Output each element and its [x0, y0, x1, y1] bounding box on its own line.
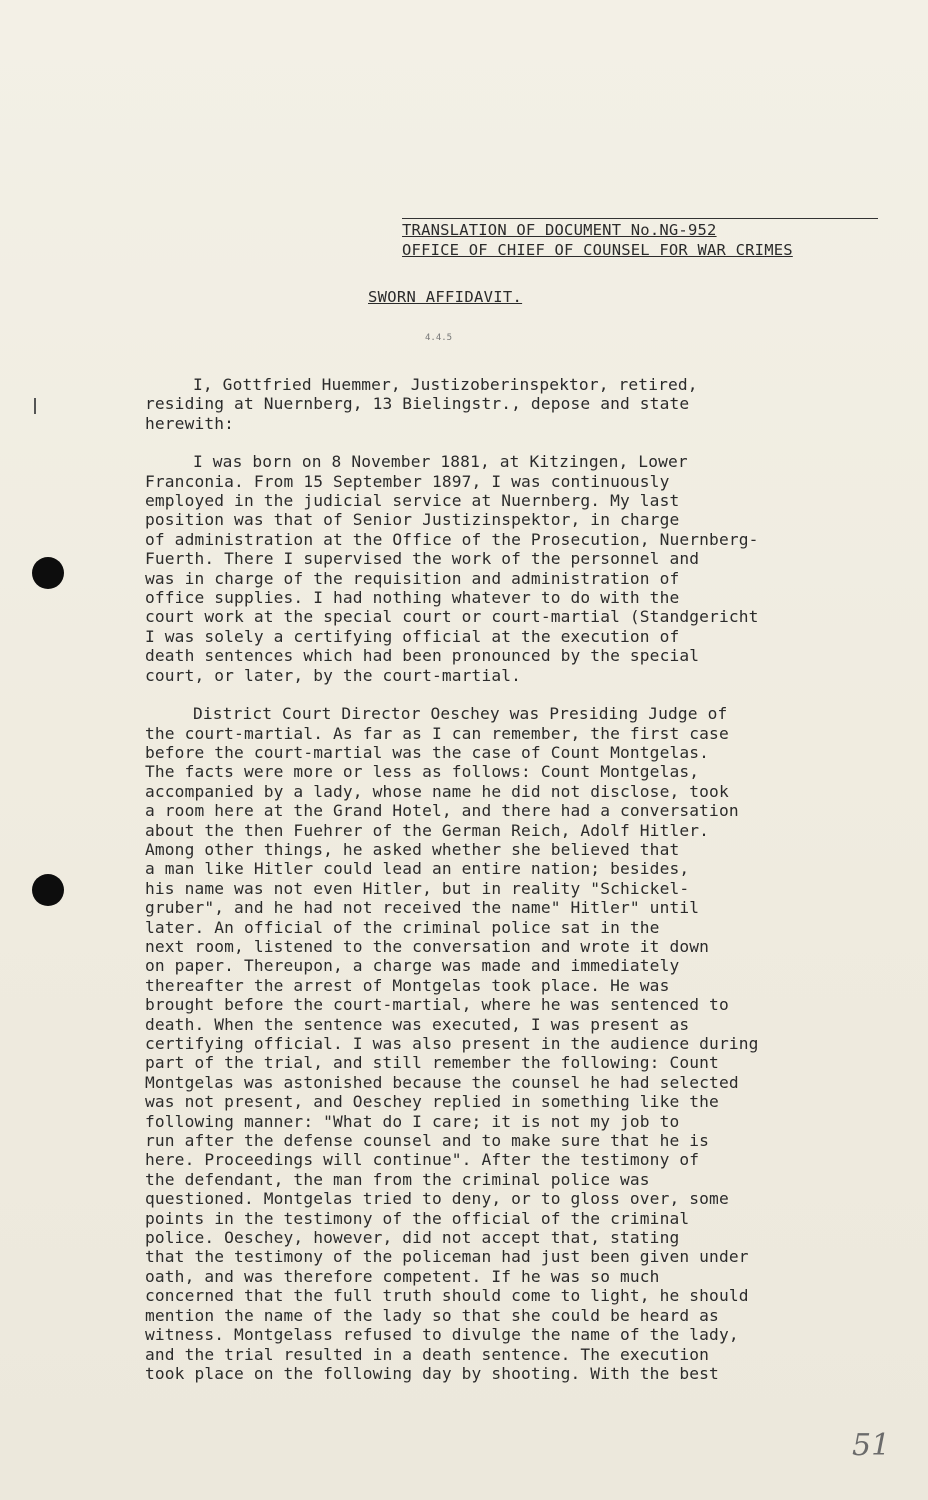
paragraph-line: I was solely a certifying official at the execution of: [145, 626, 680, 646]
paragraph-line: Montgelas was astonished because the counsel he had selected: [145, 1072, 739, 1092]
paragraph-line: The facts were more or less as follows: Count Montgelas,: [145, 762, 700, 782]
paragraph-line: office supplies. I had nothing whatever to do with the: [145, 588, 680, 608]
paragraph-line: points in the testimony of the official of the criminal: [145, 1208, 690, 1228]
header-line-1: TRANSLATION OF DOCUMENT No.NG-952: [402, 221, 717, 239]
paragraph-line: was in charge of the requisition and administration of: [145, 568, 680, 588]
header-line-2: OFFICE OF CHIEF OF COUNSEL FOR WAR CRIMES: [402, 241, 793, 259]
paragraph-line: the defendant, the man from the criminal police was: [145, 1169, 650, 1189]
stamp-mark: 4.4.5: [425, 333, 453, 343]
paragraph-line: part of the trial, and still remember the following: Count: [145, 1053, 719, 1073]
paragraph-line: District Court Director Oeschey was Presiding Judge of: [193, 704, 728, 724]
paragraph-line: later. An official of the criminal police sat in the: [145, 917, 660, 937]
paragraph: [145, 375, 883, 433]
paragraph-line: I was born on 8 November 1881, at Kitzingen, Lower: [193, 452, 688, 472]
paragraph-line: residing at Nuernberg, 13 Bielingstr., depose and state: [145, 394, 690, 414]
paragraph-line: accompanied by a lady, whose name he did not disclose, took: [145, 781, 729, 801]
paragraph-line: on paper. Thereupon, a charge was made and immediately: [145, 956, 680, 976]
paragraph: [145, 704, 883, 1383]
paragraph: [145, 452, 883, 685]
paragraph-line: court work at the special court or court-martial (Standgericht: [145, 607, 759, 627]
paragraph-line: position was that of Senior Justizinspektor, in charge: [145, 510, 680, 530]
paragraph-line: mention the name of the lady so that she could be heard as: [145, 1305, 719, 1325]
paragraph-line: next room, listened to the conversation and wrote it down: [145, 936, 710, 956]
paragraph-line: a room here at the Grand Hotel, and there had a conversation: [145, 801, 739, 821]
paragraph-line: was not present, and Oeschey replied in something like the: [145, 1092, 719, 1112]
paragraph-line: gruber", and he had not received the name" Hitler" until: [145, 898, 700, 918]
paragraph-line: oath, and was therefore competent. If he was so much: [145, 1266, 660, 1286]
paragraph-line: thereafter the arrest of Montgelas took place. He was: [145, 975, 670, 995]
paragraph-line: took place on the following day by shooting. With the best: [145, 1363, 719, 1383]
paragraph-line: here. Proceedings will continue". After the testimony of: [145, 1150, 700, 1170]
paragraph-line: his name was not even Hitler, but in reality "Schickel-: [145, 878, 690, 898]
paragraph-line: brought before the court-martial, where he was sentenced to: [145, 995, 729, 1015]
paragraph-line: questioned. Montgelas tried to deny, or to gloss over, some: [145, 1189, 729, 1209]
paragraph-line: Fuerth. There I supervised the work of the personnel and: [145, 549, 700, 569]
paragraph-line: death. When the sentence was executed, I was present as: [145, 1014, 690, 1034]
paragraph-line: certifying official. I was also present in the audience during: [145, 1034, 759, 1053]
document-body: [145, 375, 883, 1402]
document-header: [402, 218, 878, 260]
paragraph-line: run after the defense counsel and to make sure that he is: [145, 1131, 710, 1151]
punch-hole-lower: [32, 874, 64, 906]
paragraph-line: before the court-martial was the case of Count Montgelas.: [145, 742, 710, 762]
paragraph-line: court, or later, by the court-martial.: [145, 665, 522, 685]
paragraph-line: police. Oeschey, however, did not accept that, stating: [145, 1228, 680, 1248]
paragraph-line: employed in the judicial service at Nuernberg. My last: [145, 491, 680, 511]
paragraph-line: that the testimony of the policeman had just been given under: [145, 1247, 749, 1267]
paragraph-line: Franconia. From 15 September 1897, I was continuously: [145, 471, 670, 491]
paragraph-line: the court-martial. As far as I can remember, the first case: [145, 723, 729, 743]
handwritten-page-number: 51: [852, 1428, 891, 1463]
document-title: SWORN AFFIDAVIT.: [368, 288, 523, 306]
paragraph-line: Among other things, he asked whether she believed that: [145, 839, 680, 859]
paragraph-line: concerned that the full truth should come to light, he should: [145, 1286, 749, 1306]
paragraph-line: a man like Hitler could lead an entire nation; besides,: [145, 859, 690, 879]
paragraph-line: death sentences which had been pronounced by the special: [145, 646, 700, 666]
paragraph-line: and the trial resulted in a death sentence. The execution: [145, 1344, 710, 1364]
header-rule: [402, 218, 878, 219]
paragraph-line: following manner: "What do I care; it is not my job to: [145, 1111, 680, 1131]
paragraph-line: witness. Montgelass refused to divulge the name of the lady,: [145, 1325, 739, 1345]
paragraph-line: about the then Fuehrer of the German Reich, Adolf Hitler.: [145, 820, 710, 840]
paragraph-line: herewith:: [145, 413, 235, 433]
margin-mark: [34, 398, 36, 414]
paragraph-line: I, Gottfried Huemmer, Justizoberinspektor, retired,: [193, 375, 698, 394]
punch-hole-upper: [32, 557, 64, 589]
paragraph-line: of administration at the Office of the Prosecution, Nuernberg-: [145, 529, 759, 549]
